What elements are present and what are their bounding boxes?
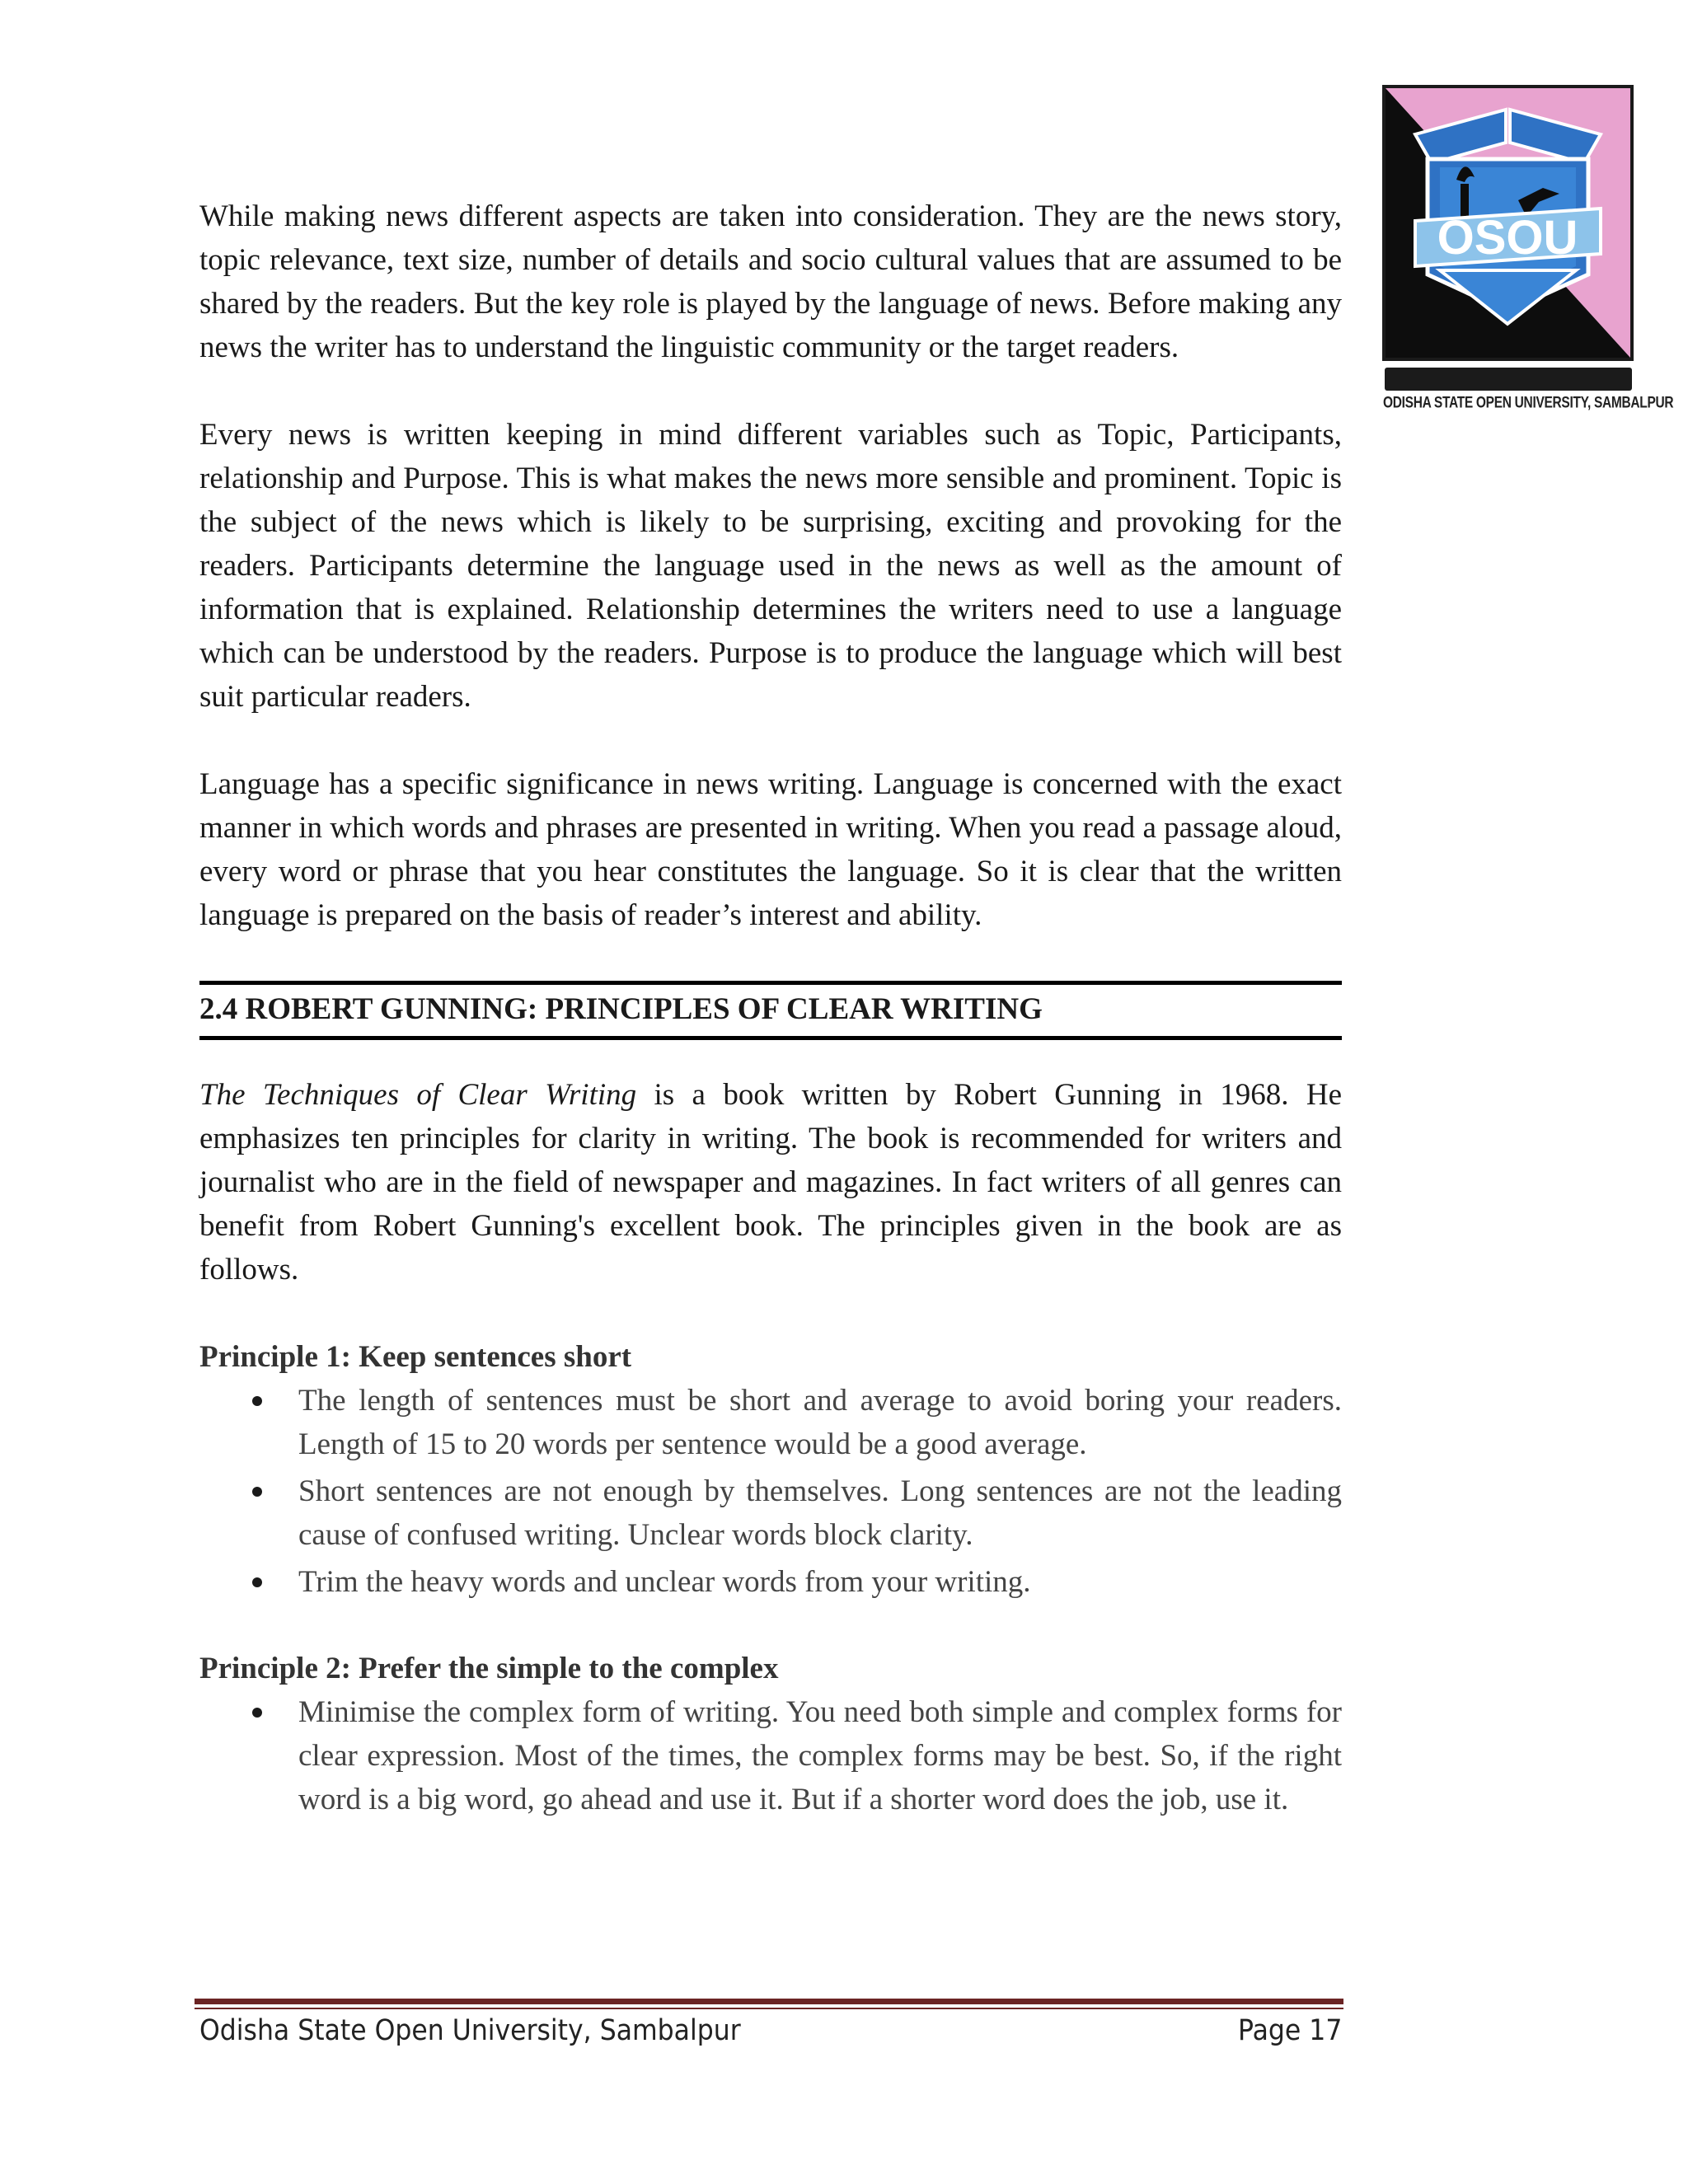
page-number: Page 17 [1237,2014,1342,2047]
footer-rule-thin [195,2008,1343,2009]
logo-caption: ODISHA STATE OPEN UNIVERSITY, SAMBALPUR [1383,394,1674,412]
bullet-text: Minimise the complex form of writing. You need both simple and complex forms for clear expression. Most of the times, the complex forms may be best. So, if the right word is a big word, go ahead and use it. But if a shorter word does the job, use it. [298,1695,1342,1816]
bullet-item [298,1690,1342,1821]
logo-wordmark: OSOU [1437,211,1578,265]
bullet-icon [252,1708,262,1718]
paragraph: While making news different aspects are taken into consideration. They are the news story, topic relevance, text size, number of details and socio cultural values that are assumed to be shared by the readers. But the key role is played by the language of news. Before making any news the writer has to understand the linguistic community or the target readers. [199,199,1342,364]
bullet-item [298,1469,1342,1557]
principle-bullet-list [199,1690,1342,1821]
bullet-item [298,1379,1342,1466]
logo-caption-odia-script [1385,368,1632,391]
bullet-icon [252,1487,262,1497]
page-content [199,194,1342,1825]
bullet-item [298,1560,1342,1604]
osou-logo [1382,85,1674,415]
bullet-text: The length of sentences must be short and average to avoid boring your readers. Length of 15 to 20 words per sentence would be a good average. [298,1384,1342,1461]
principle-bullet-list [199,1379,1342,1604]
bullet-text: Short sentences are not enough by themselves. Long sentences are not the leading cause of confused writing. Unclear words block clarity. [298,1474,1342,1552]
bullet-icon [252,1577,262,1587]
footer-rule [195,1999,1343,2004]
section-intro-text: is a book written by Robert Gunning in 1968. He emphasizes ten principles for clarity in writing. The book is recommended for writers and journalist who are in the field of newspaper and magazines. In fact writers of all genres can benefit from Robert Gunning's excellent book. The principles given in the book are as follows. [199,1078,1342,1286]
paragraph: Every news is written keeping in mind different variables such as Topic, Participants, relationship and Purpose. This is what makes the news more sensible and prominent. Topic is the subject of the news which is likely to be surprising, exciting and provoking for the readers. Participants determine the language used in the news as well as the amount of information that is explained. Relationship determines the writers need to use a language which can be understood by the readers. Purpose is to produce the language which will best suit particular readers. [199,418,1342,714]
principle-title: Principle 1: Keep sentences short [199,1340,632,1374]
section-heading: 2.4 ROBERT GUNNING: PRINCIPLES OF CLEAR WRITING [199,981,1342,1040]
book-title: The Techniques of Clear Writing [199,1078,637,1112]
principle-title: Principle 2: Prefer the simple to the complex [199,1652,779,1685]
section-intro [199,1073,1342,1291]
paragraph: Language has a specific significance in news writing. Language is concerned with the exact manner in which words and phrases are presented in writing. When you read a passage aloud, every word or phrase that you hear constitutes the language. So it is clear that the written language is prepared on the basis of reader’s interest and ability. [199,767,1342,932]
bullet-icon [252,1396,262,1406]
footer-university-name: Odisha State Open University, Sambalpur [199,2014,741,2047]
bullet-text: Trim the heavy words and unclear words from your writing. [298,1565,1031,1599]
